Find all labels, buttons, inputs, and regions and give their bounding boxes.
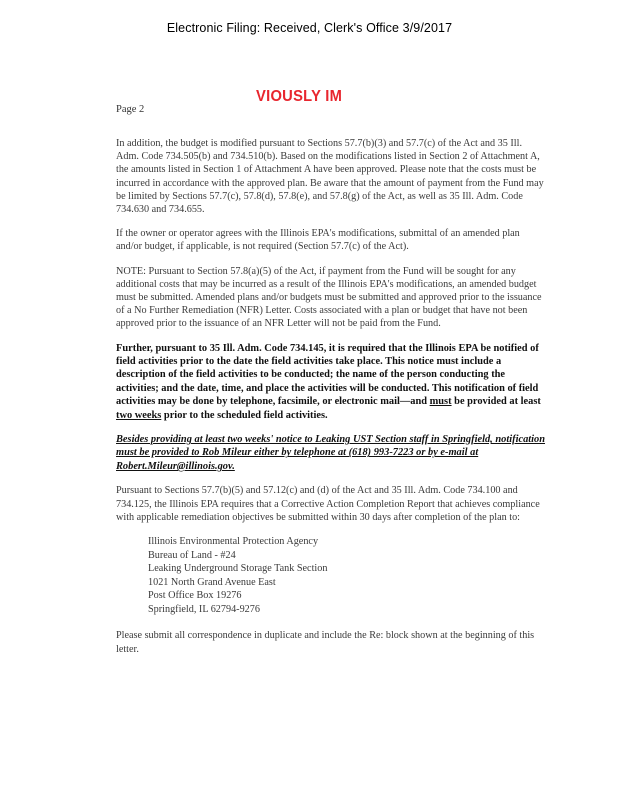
paragraph-owner-agrees: If the owner or operator agrees with the Illinois EPA's modifications, submittal of an amended plan and/or budget, if applicable, is not required (Section 57.7(c) of the Act).	[116, 228, 520, 253]
paragraph-budget-modification: In addition, the budget is modified pursuant to Sections 57.7(b)(3) and 57.7(c) of the Act and 35 Ill. Adm. Code 734.505(b) and 734.510(b). Based on the modifications listed in Section 2 of Attachment A, the amounts listed in Section 1 of Attachment A have been approved. Please note that the costs must be incurred in accordance with the approved plan. Be aware that the amount of payment from the Fund may be limited by Sections 57.7(c), 57.8(d), 57.8(e), and 57.8(g) of the Act, as well as 35 Ill. Adm. Code 734.630 and 734.655.	[116, 138, 544, 216]
filing-stamp-header: Electronic Filing: Received, Clerk's Office 3/9/2017	[166, 21, 453, 35]
paragraph-field-activities-notice	[116, 342, 546, 422]
paragraph-contact-notice: Besides providing at least two weeks' notice to Leaking UST Section staff in Springfield, notification must be provided to Rob Mileur either by telephone at (618) 993-7223 or by e-mail at Robert.Mileur@illinois.gov.	[116, 434, 546, 472]
notice-text-2: be provided at least	[451, 396, 541, 408]
paragraph-note: NOTE: Pursuant to Section 57.8(a)(5) of the Act, if payment from the Fund will be sought for any additional costs that may be incurred as a result of the Illinois EPA's modifications, an amended budget must be submitted. Amended plans and/or budgets must be submitted and approved prior to the issuance of a No Further Remediation (NFR) Letter. Costs associated with a plan or budget that have not been approved prior to the issuance of an NFR Letter will not be paid from the Fund.	[116, 265, 542, 330]
paragraph-submit-correspondence: Please submit all correspondence in duplicate and include the Re: block shown at the beginning of this letter.	[116, 630, 535, 655]
address-line: Springfield, IL 62794-9276	[148, 603, 260, 615]
address-line: Leaking Underground Storage Tank Section	[148, 563, 328, 575]
notice-two-weeks: two weeks	[116, 409, 162, 421]
previously-imaged-stamp: VIOUSLY IM	[256, 88, 343, 105]
paragraph-completion-report: Pursuant to Sections 57.7(b)(5) and 57.12(c) and (d) of the Act and 35 Ill. Adm. Code 734.100 and 734.125, the Illinois EPA requires that a Corrective Action Completion Report that achieves compliance with applicable remediation objectives be submitted within 30 days after completion of the plan to:	[116, 485, 540, 523]
address-line: Illinois Environmental Protection Agency	[148, 535, 319, 547]
address-line: Bureau of Land - #24	[148, 549, 236, 561]
notice-must: must	[429, 396, 452, 408]
notice-text-1: Further, pursuant to 35 Ill. Adm. Code 734.145, it is required that the Illinois EPA be notified of field activities prior to the date the field activities take place. This notice must include a description of the field activities to be conducted; the name of the person conducting the activities; and the date, time, and place the activities will be conducted. This notification of field activities may be done by telephone, facsimile, or electronic mail—and	[116, 342, 539, 408]
address-line: Post Office Box 19276	[148, 590, 242, 602]
notice-text-3: prior to the scheduled field activities.	[161, 409, 328, 421]
letter-body	[116, 137, 546, 667]
mailing-address-block	[148, 535, 546, 617]
page-number: Page 2	[116, 104, 145, 115]
address-line: 1021 North Grand Avenue East	[148, 576, 276, 588]
